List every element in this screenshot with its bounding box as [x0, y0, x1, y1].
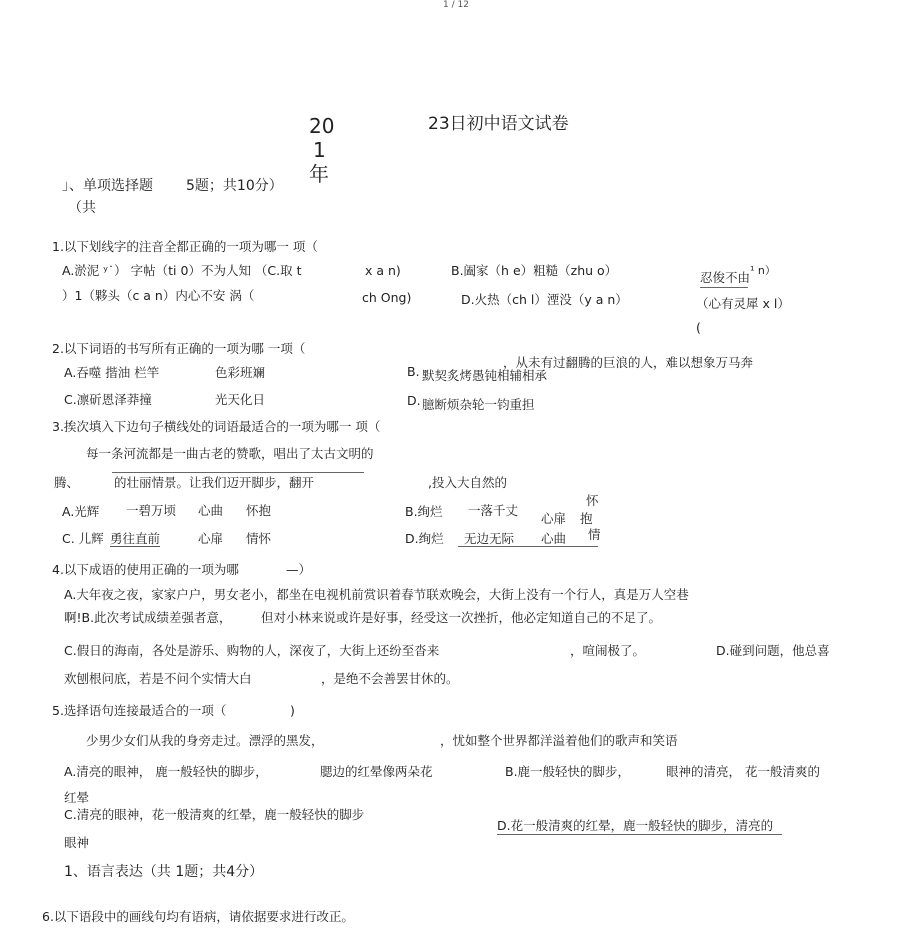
q2-option-a: A.吞噬 揩油 栏竿 [64, 365, 160, 380]
q2-option-b: 默契炙烤愚钝相辅相承 [422, 368, 548, 383]
q5-option-a-tail: 腮边的红晕像两朵花 [320, 764, 433, 779]
page-title: 23日初中语文试卷 [428, 114, 569, 134]
q4-line2-start: 啊!B.此次考试成绩差强者意， [64, 610, 232, 625]
q3-option-b-word4a: 怀 [586, 493, 599, 508]
q4-line4-end: ，是绝不会善罢甘休的。 [321, 671, 459, 686]
q5-option-d: D.花一般清爽的红晕，鹿一般轻快的脚步，清亮的 [497, 818, 774, 833]
q2-right-note: ，从未有过翻腾的巨浪的人，难以想象万马奔 [503, 355, 754, 370]
q3-option-b-word3: 心扉 [541, 511, 567, 526]
question-5-stem: 5.选择语句连接最适合的一项（ [52, 703, 227, 718]
page-number: 1 / 12 [443, 0, 469, 10]
title-year-part: 20 [309, 114, 335, 138]
question-6-stem: 6.以下语段中的画线句均有语病，请依据要求进行改正。 [42, 909, 354, 924]
question-5-stem-end: ) [290, 703, 295, 718]
q4-line2-end: 但对小林来说或许是好事，经受这一次挫折，他必定知道自己的不足了。 [261, 610, 662, 625]
section-count: 5题；共10分） [186, 178, 283, 194]
q2-option-c: C.凛斫恩泽莽撞 [64, 392, 152, 407]
q3-sentence-line2-start: 腾、 [54, 475, 80, 490]
q5-option-b-tail: 眼神的清亮， 花一般清爽的 [666, 764, 820, 779]
q3-option-d: D.绚烂 [405, 531, 444, 546]
q1-pinyin-mid1: x a n) [365, 263, 401, 278]
q2-option-c-tail: 光天化日 [215, 392, 266, 407]
q4-line4-start: 欢刨根问底，若是不问个实情大白 [64, 671, 252, 686]
title-year-char: 年 [309, 162, 329, 186]
q1-pinyin-mid2: ch Ong) [362, 290, 412, 305]
q5-sentence-end: ，忧如整个世界都洋溢着他们的歌声和笑语 [440, 733, 678, 748]
q3-sentence-line1: 每一条河流都是一曲古老的赞歌，唱出了太古文明的 [86, 446, 374, 461]
answer-blank-line [497, 834, 782, 835]
q4-line3-start: C.假日的海南，各处是游乐、购物的人，深夜了，大街上还纷至沓来 [64, 643, 440, 658]
q3-sentence-line2-mid: 的壮丽情景。让我们迈开脚步，翻开 [114, 475, 315, 490]
q4-line3-mid: ，喧闹极了。 [570, 643, 646, 658]
answer-blank-line [700, 287, 748, 288]
q3-sentence-line2-end: ,投入大自然的 [428, 475, 507, 490]
q2-option-a-tail: 色彩班斓 [215, 365, 266, 380]
q3-option-d-word3: 心曲 [541, 531, 567, 546]
q1-right-note2: （心有灵犀 x l） [696, 296, 790, 311]
question-4-stem: 4.以下成语的使用正确的一项为哪 [52, 562, 239, 577]
q3-option-c-word3: 心扉 [198, 531, 224, 546]
q4-line3-end: D.碰到问题，他总喜 [716, 643, 830, 658]
q3-option-a-word2: 一碧万顷 [126, 503, 177, 518]
q5-option-d-cont: 眼神 [64, 835, 90, 850]
title-year-digit: 1 [313, 138, 326, 162]
answer-blank-line [458, 546, 598, 547]
q1-option-a-line2: ）1（夥头（c a n）内心不安 涡（ [62, 288, 255, 303]
q5-sentence-start: 少男少女们从我的身旁走过。漂浮的黑发， [86, 733, 324, 748]
question-1-stem: 1.以下划线字的注音全都正确的一项为哪一 项（ [52, 239, 318, 254]
answer-blank-line [112, 472, 364, 473]
q3-option-a: A.光辉 [62, 504, 100, 519]
q1-option-a-line1: A.淤泥 ʸ˙） 字帖（ti 0）不为人知 （C.取 t [62, 263, 302, 278]
q3-option-c-word4: 情怀 [246, 531, 272, 546]
section-paren: （共 [68, 200, 96, 216]
q5-option-a: A.清亮的眼神， 鹿一般轻快的脚步， [64, 764, 268, 779]
q3-option-b-word4b: 抱 [580, 511, 593, 526]
q3-option-b: B.绚烂 [405, 504, 443, 519]
question-3-stem: 3.挨次填入下边句子横线处的词语最适合的一项为哪一 项（ [52, 419, 381, 434]
q2-option-d-label: D. [407, 393, 421, 408]
question-4-stem-end: —） [286, 562, 312, 577]
q2-option-d: 臆断烦杂轮一钧重担 [422, 397, 535, 412]
q4-line1: A.大年夜之夜，家家户户，男女老小，都坐在电视机前赏识着春节联欢晚会，大街上没有一个行人，真是万人空巷 [64, 587, 689, 602]
q3-option-d-word2: 无边无际 [458, 531, 520, 547]
q3-option-d-word4: 情 [588, 527, 601, 542]
q3-option-c-word2: 勇往直前 [110, 531, 161, 546]
q1-right-note3: ( [696, 320, 701, 335]
q1-right-note1-pinyin: ¹ n） [750, 264, 776, 277]
q3-option-a-word3: 心曲 [198, 503, 224, 518]
q1-option-d: D.火热（ch l）湮没（y a n） [461, 292, 628, 307]
section-2-heading: 1、语言表达（共 1题；共4分） [64, 864, 264, 880]
q5-option-c: C.清亮的眼神，花一般清爽的红晕，鹿一般轻快的脚步 [64, 807, 365, 822]
q3-option-c: C. 儿辉 [62, 531, 104, 546]
q1-option-b: B.阖家（h e）粗糙（zhu o） [451, 263, 618, 278]
q3-option-a-word4: 怀抱 [246, 503, 272, 518]
q5-option-b: B.鹿一般轻快的脚步， [505, 764, 631, 779]
q3-option-b-word2: 一落千丈 [468, 503, 519, 518]
section-heading: 」、单项选择题 [62, 178, 153, 194]
q1-right-note1: 忍俊不由 [700, 270, 751, 285]
question-2-stem: 2.以下词语的书写所有正确的一项为哪 一项（ [52, 341, 306, 356]
q5-option-b-cont: 红晕 [64, 790, 90, 805]
q2-option-b-label: B. [407, 364, 420, 379]
